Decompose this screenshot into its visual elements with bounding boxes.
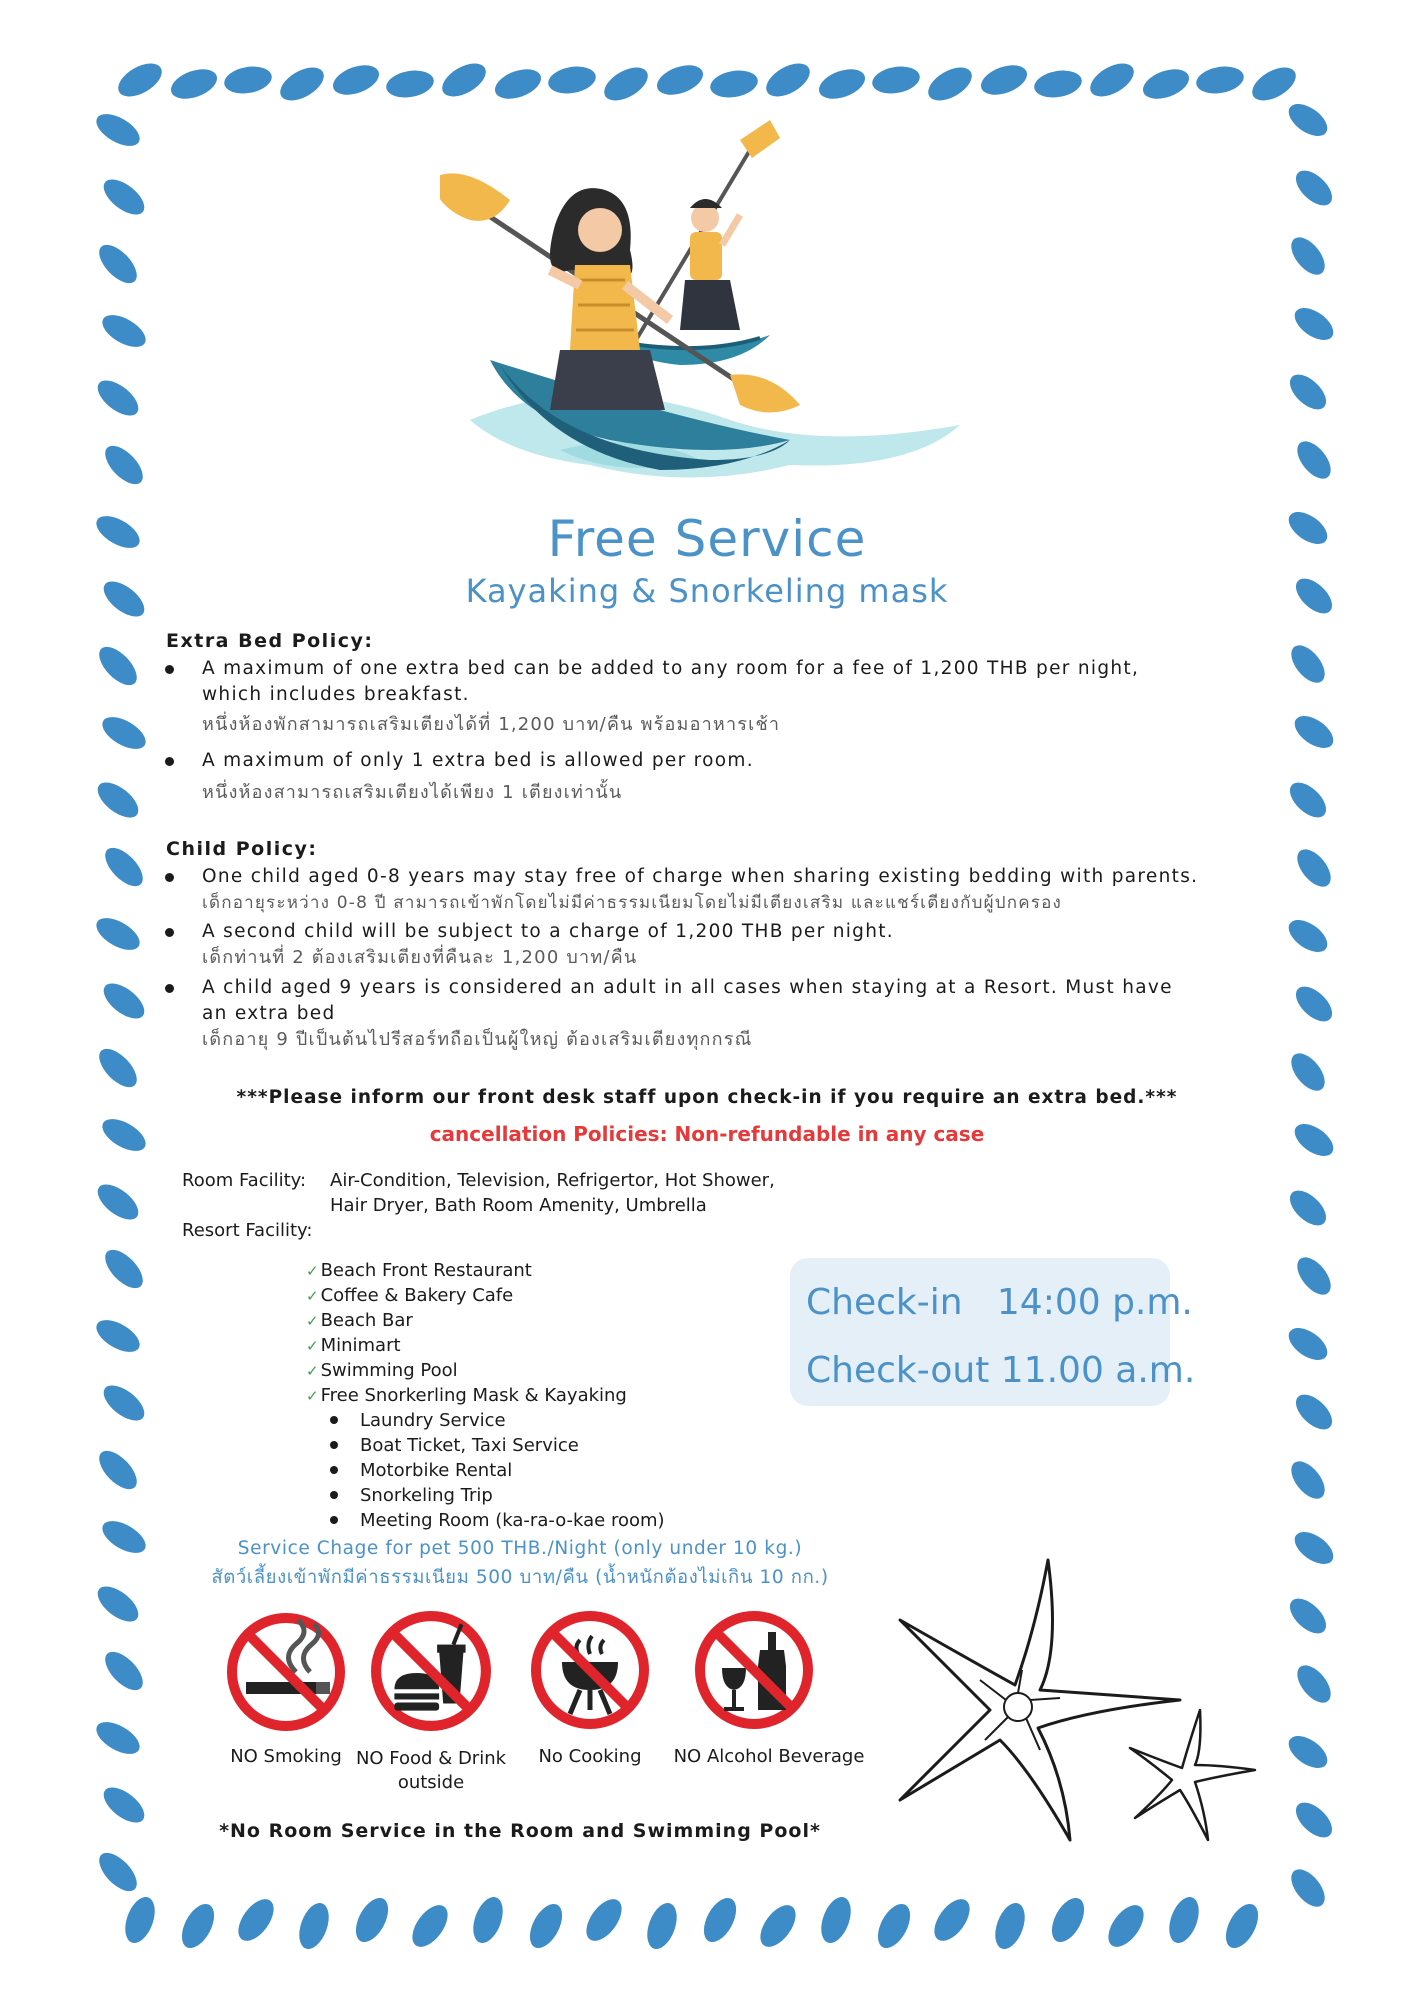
border-petal — [815, 64, 869, 105]
checkmark-icon: ✓ — [306, 1337, 319, 1355]
border-petal — [871, 1899, 916, 1954]
border-petal — [1139, 64, 1193, 105]
border-petal — [599, 61, 654, 108]
bullet-dot — [165, 928, 174, 937]
checkmark-icon: ✓ — [306, 1287, 319, 1305]
border-petal — [93, 640, 144, 691]
extra-bed-item — [170, 748, 1270, 806]
border-petal — [1284, 368, 1333, 416]
border-petal — [329, 60, 383, 101]
border-petal — [120, 1893, 161, 1947]
sign-label: No Cooking — [538, 1746, 642, 1767]
bullet-dot — [165, 665, 174, 674]
border-petal — [870, 63, 922, 97]
border-petal — [1291, 435, 1337, 484]
border-petal — [1045, 1893, 1090, 1948]
border-petal — [98, 977, 151, 1025]
border-petal — [1285, 639, 1331, 688]
pet-charge-en: Service Chage for pet 500 THB./Night (only under 10 kg.) — [237, 1538, 803, 1559]
checkin-time: Check-in 14:00 p.m. — [806, 1282, 1193, 1323]
border-petal — [91, 1314, 145, 1359]
border-petal — [294, 1899, 335, 1953]
checkin-box — [790, 1258, 1196, 1406]
border-petal — [1289, 710, 1339, 755]
room-facility-line: Hair Dryer, Bath Room Amenity, Umbrella — [330, 1195, 707, 1216]
border-petal — [92, 1178, 145, 1226]
facility-item: ✓ Beach Front Restaurant — [306, 1260, 532, 1281]
facility-item: ✓ Coffee & Bakery Cafe — [306, 1285, 514, 1306]
border-petal — [1289, 1526, 1339, 1571]
border-petal — [1085, 57, 1140, 104]
border-petal — [275, 61, 330, 108]
bullet-dot — [330, 1441, 338, 1449]
resort-facility-label: Resort Facility: — [182, 1220, 313, 1241]
border-petal — [93, 238, 144, 289]
border-petal — [523, 1899, 568, 1954]
border-petal — [97, 711, 151, 756]
service-item: Laundry Service — [360, 1408, 506, 1433]
border-petal — [349, 1893, 394, 1948]
facility-item: ✓ Beach Bar — [306, 1310, 413, 1331]
free-service-title: Free Service — [547, 510, 867, 568]
border-petal — [91, 912, 145, 957]
service-item: Boat Ticket, Taxi Service — [360, 1433, 579, 1458]
border-petal — [1194, 63, 1246, 97]
border-petal — [927, 1893, 976, 1947]
no-smoking-icon — [226, 1612, 346, 1732]
child-policy-item — [170, 864, 1270, 916]
border-petal — [1219, 1899, 1264, 1954]
no-room-service-notice: *No Room Service in the Room and Swimming Pool* — [219, 1820, 821, 1842]
border-petal — [93, 1846, 144, 1897]
no-food-drink-icon — [370, 1610, 492, 1732]
border-petal — [99, 1645, 150, 1696]
border-petal — [167, 64, 221, 105]
policy-text-th: เด็กท่านที่ 2 ต้องเสริมเตียงที่คืนละ 1,200 บาท/คืน — [202, 947, 638, 968]
checkmark-icon: ✓ — [306, 1262, 319, 1280]
bullet-dot — [330, 1491, 338, 1499]
policy-text-th: เด็กอายุระหว่าง 0-8 ปี สามารถเข้าพักโดยไม่มีค่าธรรมเนียมโดยไม่มีเตียงเสริม และแชร์เตียงกับผู้ปกครอง — [202, 893, 1063, 913]
border-petal — [1283, 1730, 1333, 1775]
facility-item: ✓ Swimming Pool — [306, 1360, 458, 1381]
border-petal — [1285, 1455, 1331, 1504]
border-petal — [1032, 67, 1084, 101]
bullet-dot — [165, 873, 174, 882]
policy-text-en: A maximum of one extra bed can be added to any room for a fee of 1,200 THB per night, — [202, 658, 1140, 679]
border-petal — [1290, 1388, 1339, 1436]
service-item: Meeting Room (ka-ra-o-kae room) — [360, 1508, 665, 1533]
no-alcohol-icon — [694, 1610, 814, 1730]
bullet-dot — [165, 757, 174, 766]
border-petal — [1290, 1796, 1339, 1844]
border-petal — [579, 1893, 628, 1947]
border-petal — [1247, 61, 1302, 108]
border-petal — [653, 60, 707, 101]
border-petal — [175, 1899, 220, 1954]
border-petal — [1284, 776, 1333, 824]
border-petal — [1284, 1184, 1333, 1232]
border-petal — [923, 61, 978, 108]
border-petal — [1101, 1899, 1150, 1953]
policy-text-en: One child aged 0-8 years may stay free of charge when sharing existing bedding with parents. — [202, 866, 1199, 887]
border-petal — [1291, 1659, 1337, 1708]
border-petal — [1291, 843, 1337, 892]
bullet-dot — [330, 1416, 338, 1424]
border-petal — [99, 841, 150, 892]
border-petal — [91, 1716, 145, 1761]
border-petal — [753, 1899, 802, 1953]
cancellation-policy: cancellation Policies: Non-refundable in any case — [429, 1122, 985, 1146]
room-facility-line: Air-Condition, Television, Refrigertor, Hot Shower, — [330, 1170, 775, 1191]
border-petal — [405, 1899, 454, 1953]
bullet-dot — [165, 984, 174, 993]
border-petal — [99, 1243, 150, 1294]
checkmark-icon: ✓ — [306, 1312, 319, 1330]
sign-label: NO Smoking — [230, 1746, 342, 1767]
no-cooking-icon — [530, 1610, 650, 1730]
border-petal — [113, 57, 168, 104]
border-petal — [1285, 231, 1331, 280]
policy-text-en: A second child will be subject to a charge of 1,200 THB per night. — [202, 921, 894, 942]
border-petal — [708, 67, 760, 101]
extra-bed-item — [170, 656, 1270, 738]
border-petal — [92, 776, 145, 824]
border-petal — [546, 63, 598, 97]
checkout-time: Check-out 11.00 a.m. — [806, 1350, 1196, 1391]
checkmark-icon: ✓ — [306, 1362, 319, 1380]
sign-label: outside — [397, 1772, 465, 1793]
border-petal — [99, 439, 150, 490]
border-petal — [816, 1893, 857, 1947]
room-facility-label: Room Facility: — [182, 1170, 307, 1191]
border-petal — [92, 374, 145, 422]
service-item: Snorkeling Trip — [360, 1483, 493, 1508]
border-petal — [231, 1893, 280, 1947]
border-petal — [1285, 1863, 1331, 1912]
policy-text-en: A maximum of only 1 extra bed is allowed per room. — [202, 750, 754, 771]
border-petal — [384, 67, 436, 101]
border-petal — [1164, 1893, 1205, 1947]
border-petal — [761, 57, 816, 104]
policy-text-th: หนึ่งห้องพักสามารถเสริมเตียงได้ที่ 1,200 บาท/คืน พร้อมอาหารเช้า — [202, 714, 781, 735]
border-petal — [97, 309, 151, 354]
border-petal — [1289, 302, 1339, 347]
checkmark-icon: ✓ — [306, 1387, 319, 1405]
border-petal — [697, 1893, 742, 1948]
extra-bed-notice: ***Please inform our front desk staff upon check-in if you require an extra bed.*** — [236, 1087, 1178, 1108]
child-policy-heading: Child Policy: — [166, 838, 318, 860]
starfish-illustration — [890, 1550, 1270, 1850]
border-petal — [990, 1899, 1031, 1953]
policy-text-en: A child aged 9 years is considered an adult in all cases when staying at a Resort. Must have — [202, 977, 1173, 998]
border-petal — [93, 1444, 144, 1495]
border-petal — [491, 64, 545, 105]
border-petal — [93, 1042, 144, 1093]
bullet-dot — [330, 1466, 338, 1474]
policy-text-en: an extra bed — [202, 1003, 336, 1024]
extra-bed-heading: Extra Bed Policy: — [166, 630, 374, 652]
kayaking-illustration — [440, 120, 980, 510]
border-petal — [468, 1893, 509, 1947]
bullet-dot — [330, 1516, 338, 1524]
border-petal — [977, 60, 1031, 101]
border-petal — [91, 108, 145, 153]
border-petal — [98, 173, 151, 221]
border-petal — [222, 63, 274, 97]
pet-charge-th: สัตว์เลี้ยงเข้าพักมีค่าธรรมเนียม 500 บาท/คืน (น้ำหนักต้องไม่เกิน 10 กก.) — [211, 1567, 829, 1588]
policy-text-th: เด็กอายุ 9 ปีเป็นต้นไปรีสอร์ทถือเป็นผู้ใหญ่ ต้องเสริมเตียงทุกกรณี — [202, 1029, 753, 1050]
sign-label: NO Food & Drink — [355, 1748, 507, 1769]
border-petal — [1291, 1251, 1337, 1300]
facility-item: ✓ Minimart — [306, 1335, 401, 1356]
child-policy-item — [170, 919, 1270, 971]
child-policy-item — [170, 975, 1270, 1053]
border-petal — [98, 1379, 151, 1427]
border-petal — [1283, 914, 1333, 959]
service-item: Motorbike Rental — [360, 1458, 512, 1483]
policy-text-th: หนึ่งห้องสามารถเสริมเตียงได้เพียง 1 เตียงเท่านั้น — [202, 782, 623, 803]
border-petal — [1283, 98, 1333, 143]
border-petal — [1284, 1592, 1333, 1640]
border-petal — [642, 1899, 683, 1953]
border-petal — [1290, 980, 1339, 1028]
border-petal — [1290, 164, 1339, 212]
facility-item: ✓ Free Snorkerling Mask & Kayaking — [306, 1385, 627, 1406]
free-service-subtitle: Kayaking & Snorkeling mask — [465, 572, 949, 610]
policy-text-en: which includes breakfast. — [202, 684, 470, 705]
sign-label: NO Alcohol Beverage — [673, 1746, 865, 1767]
border-petal — [437, 57, 492, 104]
border-petal — [1283, 1322, 1333, 1367]
